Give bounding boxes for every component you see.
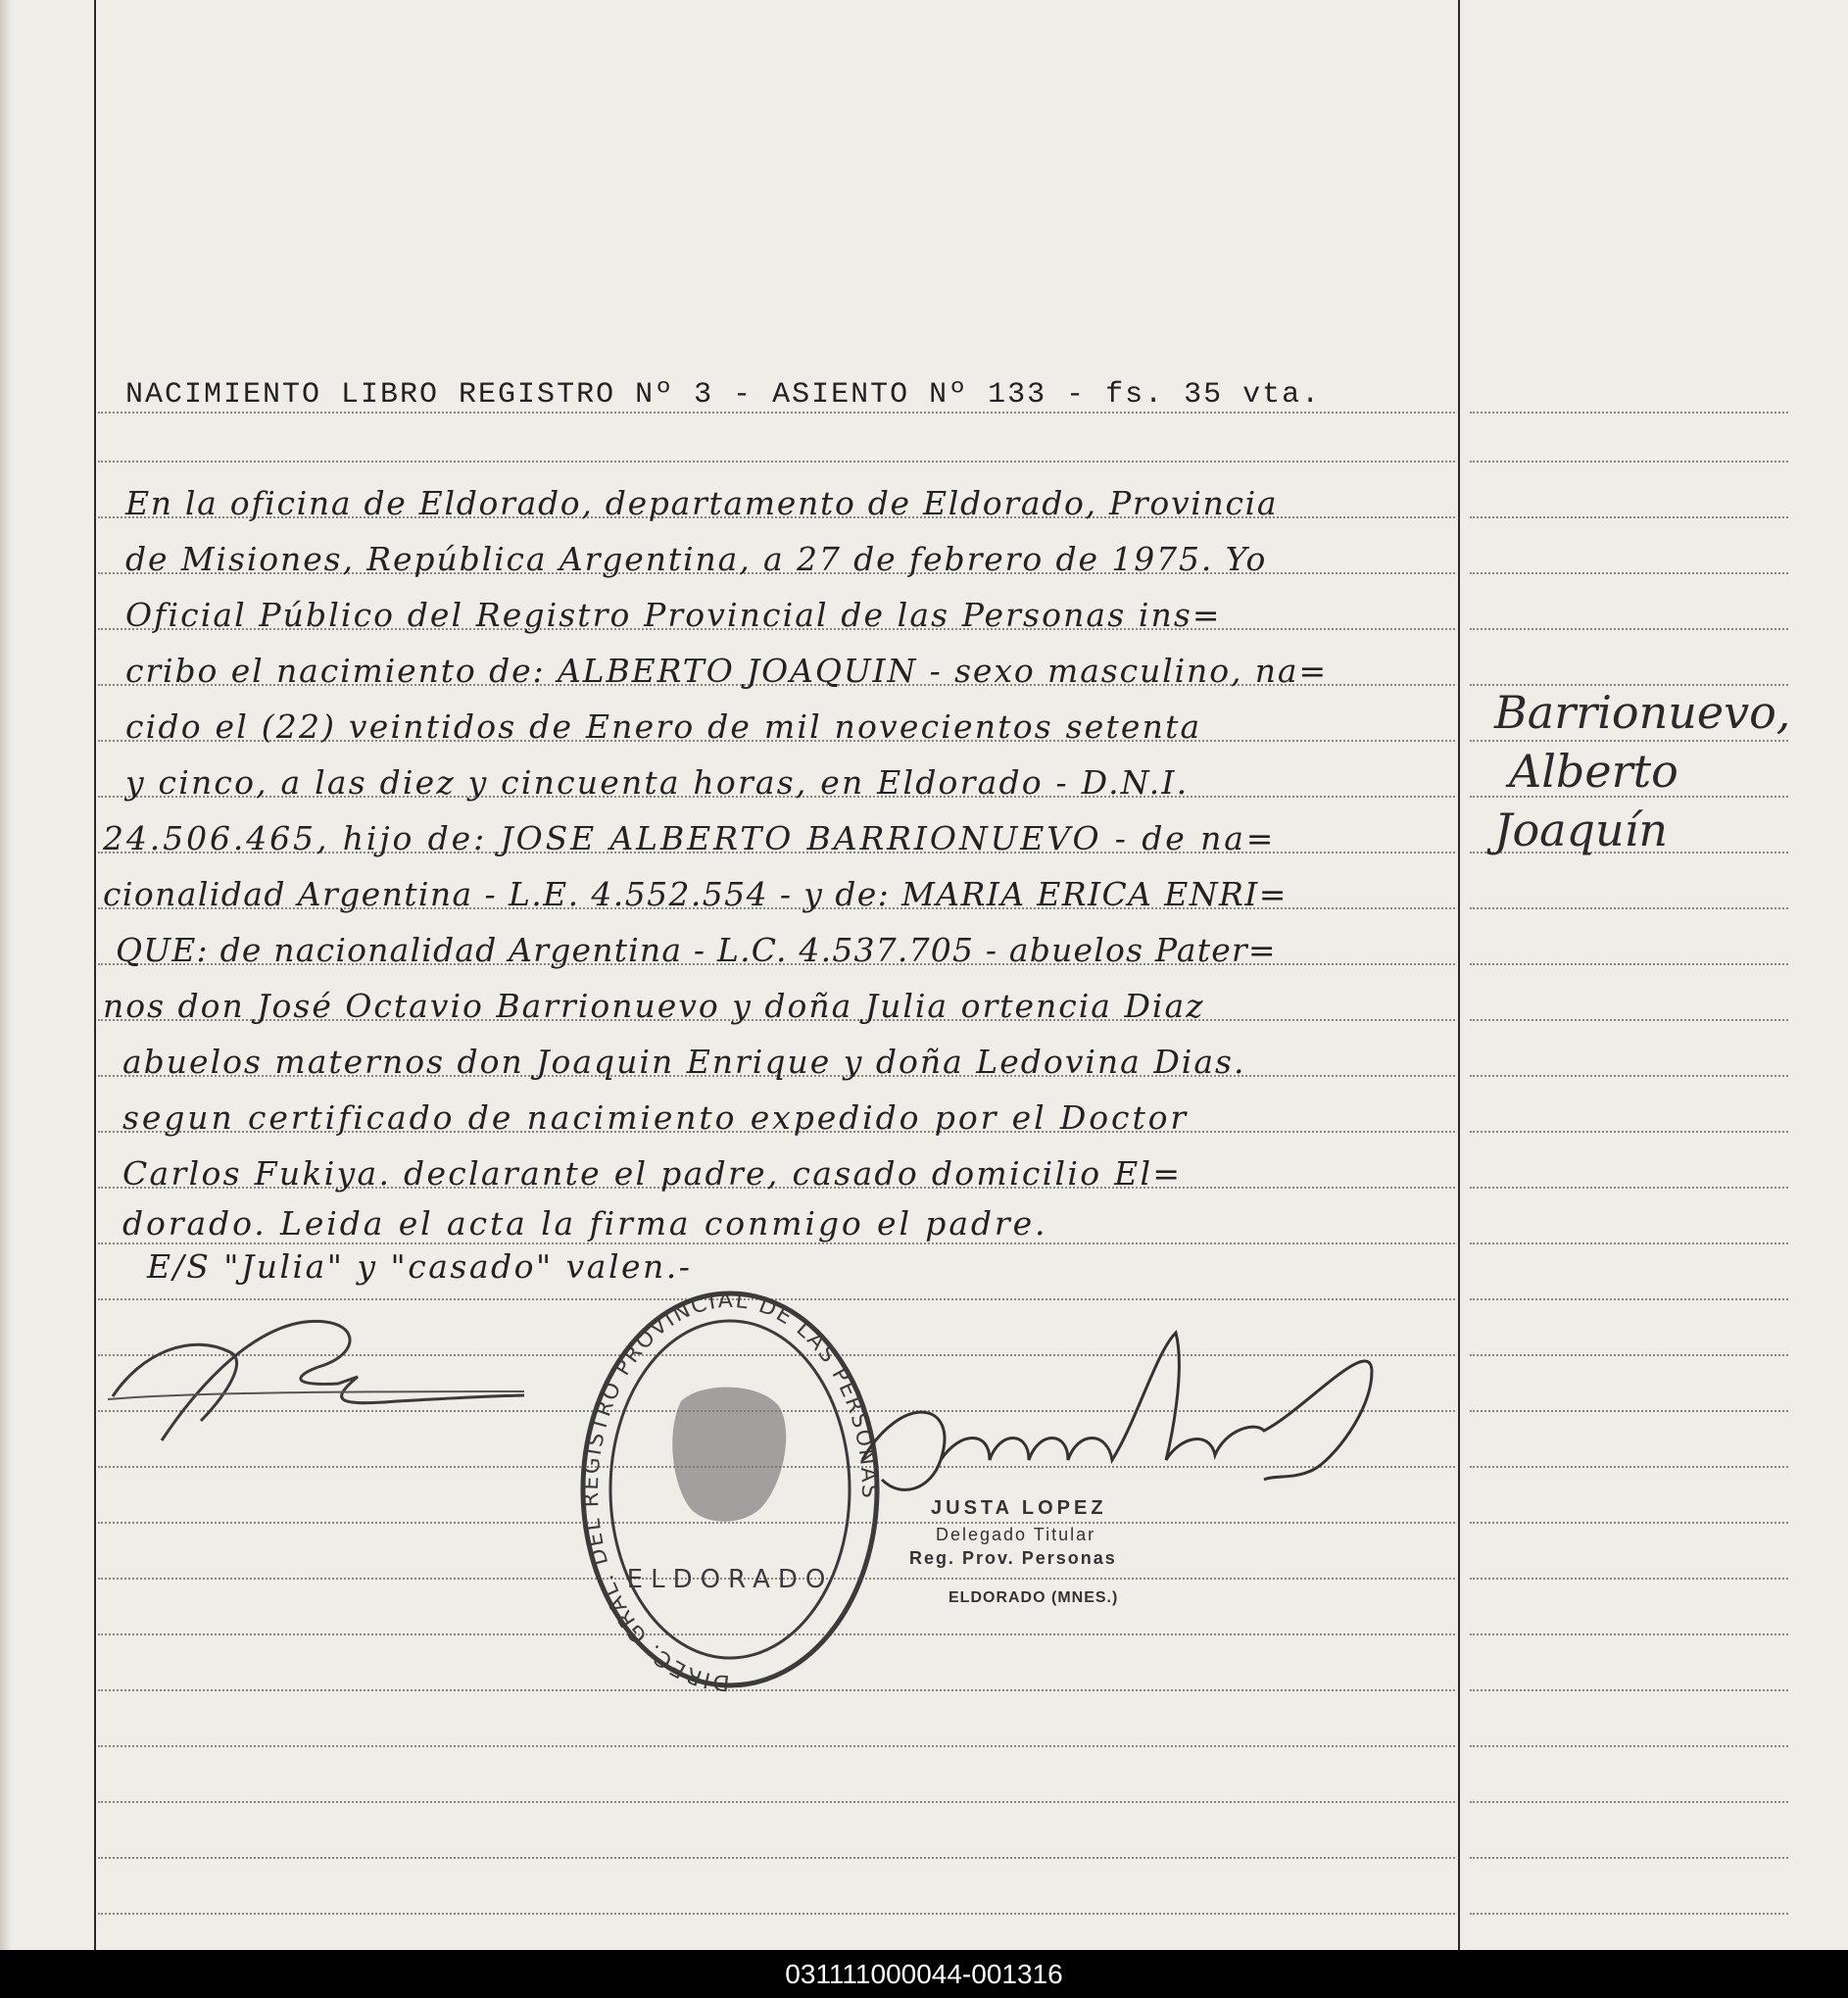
official-title-stamp: Delegado Titular <box>936 1525 1096 1544</box>
body-line-9: QUE: de nacionalidad Argentina - L.C. 4.537.705 - abuelos Pater= <box>116 931 1277 969</box>
official-place-stamp: ELDORADO (MNES.) <box>948 1589 1119 1606</box>
margin-note-surname: Barrionuevo, <box>1494 686 1791 739</box>
body-line-5: cido el (22) veintidos de Enero de mil novecientos setenta <box>125 707 1202 746</box>
official-seal <box>573 1284 887 1695</box>
body-line-4: cribo el nacimiento de: ALBERTO JOAQUIN - sexo masculino, na= <box>125 652 1329 690</box>
right-column-rule <box>1458 0 1460 1950</box>
body-line-1: En la oficina de Eldorado, departamento de Eldorado, Provincia <box>125 484 1279 522</box>
margin-note-first-name: Alberto <box>1509 745 1678 798</box>
body-line-3: Oficial Público del Registro Provincial de las Personas ins= <box>125 596 1222 634</box>
official-signature <box>843 1313 1391 1538</box>
body-line-11: abuelos maternos don Joaquin Enrique y doña Ledovina Dias. <box>122 1043 1246 1081</box>
seal-inner-text: ELDORADO <box>626 1565 834 1594</box>
body-line-6: y cinco, a las diez y cincuenta horas, en Eldorado - D.N.I. <box>125 763 1190 802</box>
record-heading: NACIMIENTO LIBRO REGISTRO Nº 3 - ASIENTO Nº 133 - fs. 35 vta. <box>125 378 1322 412</box>
coat-of-arms-icon <box>672 1388 786 1522</box>
document-id-footer: 031111000044-001316 <box>0 1950 1848 1998</box>
body-line-7: 24.506.465, hijo de: JOSE ALBERTO BARRIONUEVO - de na= <box>103 819 1277 857</box>
left-margin-rule <box>94 0 96 1950</box>
body-line-14: dorado. Leida el acta la firma conmigo el padre. <box>122 1204 1048 1243</box>
body-line-8: cionalidad Argentina - L.E. 4.552.554 - y de: MARIA ERICA ENRI= <box>103 875 1288 913</box>
official-office-stamp: Reg. Prov. Personas <box>909 1548 1117 1568</box>
seal-ring-text: DIREC. GRAL. DEL REGISTRO PROVINCIAL DE LAS PERSONAS <box>578 1288 882 1695</box>
parent-signature <box>103 1293 544 1460</box>
correction-note: E/S "Julia" y "casado" valen.- <box>147 1247 693 1286</box>
body-line-2: de Misiones, República Argentina, a 27 de febrero de 1975. Yo <box>125 540 1268 578</box>
body-line-12: segun certificado de nacimiento expedido por el Doctor <box>122 1098 1190 1137</box>
body-line-13: Carlos Fukiya. declarante el padre, casado domicilio El= <box>122 1154 1183 1193</box>
body-line-10: nos don José Octavio Barrionuevo y doña Julia ortencia Diaz <box>103 987 1205 1025</box>
margin-note-second-name: Joaquín <box>1494 804 1668 856</box>
official-name-stamp: JUSTA LOPEZ <box>931 1497 1107 1519</box>
